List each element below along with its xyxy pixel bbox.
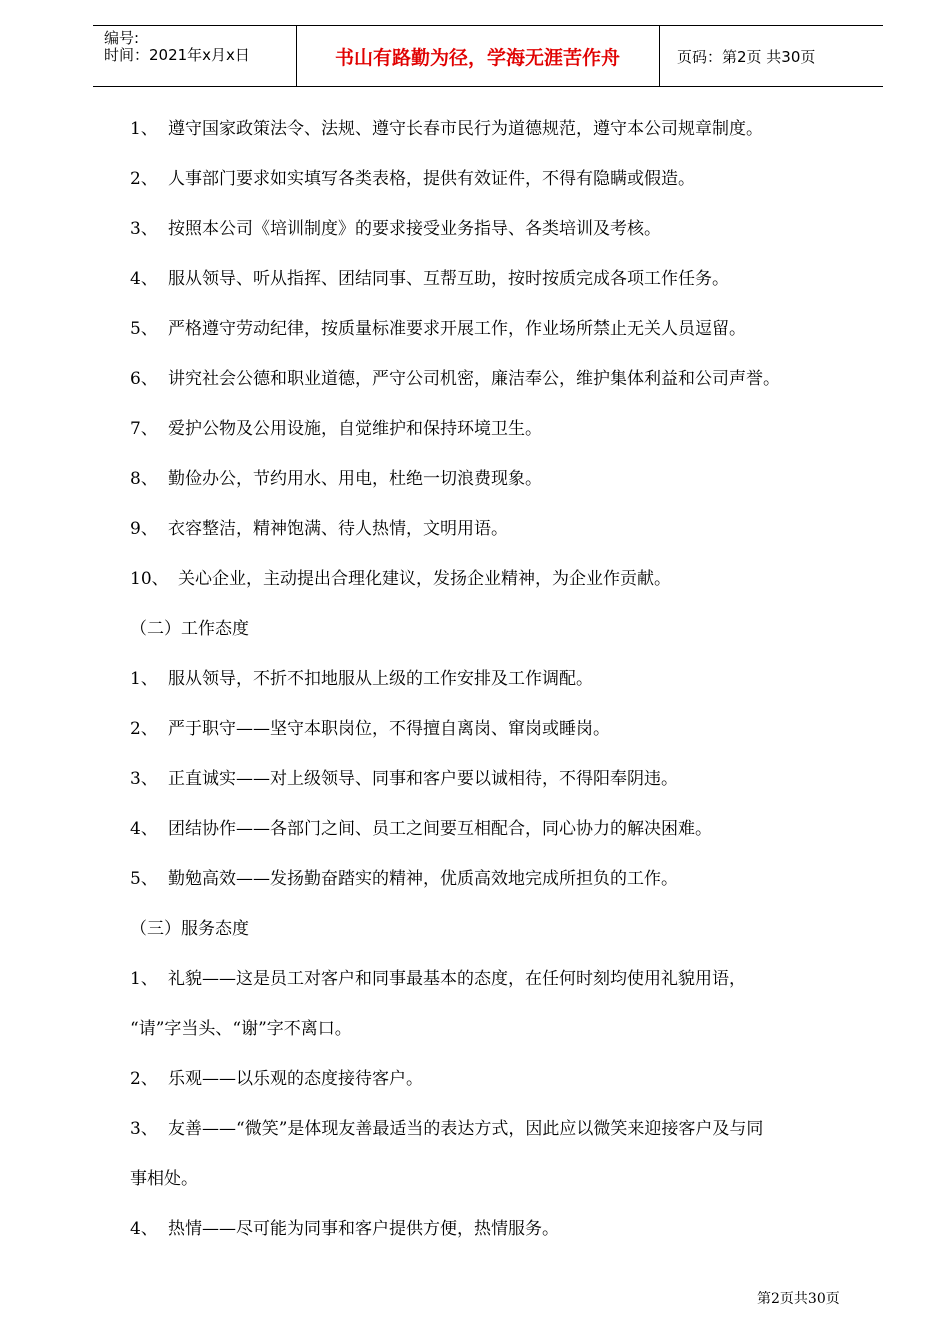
line-text: 礼貌——这是员工对客户和同事最基本的态度，在任何时刻均使用礼貌用语， [168,969,746,989]
item-number: 4、 [130,269,158,289]
item-number: 1、 [130,119,158,139]
paragraph-line [130,704,855,754]
paragraph-line [130,554,855,604]
paragraph-line [130,1054,855,1104]
item-number: 7、 [130,419,158,439]
line-text: 按照本公司《培训制度》的要求接受业务指导、各类培训及考核。 [168,219,661,239]
paragraph-line [130,304,855,354]
item-number: 2、 [130,719,158,739]
line-text: 正直诚实——对上级领导、同事和客户要以诚相待，不得阳奉阴违。 [168,769,678,789]
line-text: 衣容整洁，精神饱满、待人热情，文明用语。 [168,519,508,539]
line-text: 遵守国家政策法令、法规、遵守长春市民行为道德规范，遵守本公司规章制度。 [168,119,763,139]
item-number: 4、 [130,819,158,839]
item-number: 2、 [130,169,158,189]
item-number: 5、 [130,319,158,339]
paragraph-line [130,1154,855,1204]
item-number: 1、 [130,669,158,689]
header-number-label: 编号: [104,29,140,47]
header-time-label: 时间：2021年x月x日 [104,46,250,64]
line-text: 勤俭办公，节约用水、用电，杜绝一切浪费现象。 [168,469,542,489]
paragraph-line [130,204,855,254]
item-number: 3、 [130,1119,158,1139]
paragraph-line [130,404,855,454]
item-number: 1、 [130,969,158,989]
line-text: 关心企业，主动提出合理化建议，发扬企业精神，为企业作贡献。 [178,569,671,589]
line-text: 团结协作——各部门之间、员工之间要互相配合，同心协力的解决困难。 [168,819,712,839]
paragraph-line [130,154,855,204]
header-motto: 书山有路勤为径，学海无涯苦作舟 [334,46,620,69]
paragraph-line [130,604,855,654]
paragraph-line [130,654,855,704]
item-number: 2、 [130,1069,158,1089]
item-number: 3、 [130,769,158,789]
paragraph-line [130,804,855,854]
line-text: 乐观——以乐观的态度接待客户。 [168,1069,423,1089]
line-text: 严于职守——坚守本职岗位，不得擅自离岗、窜岗或睡岗。 [168,719,610,739]
paragraph-line [130,1104,855,1154]
item-number: 9、 [130,519,158,539]
paragraph-line [130,904,855,954]
paragraph-line [130,854,855,904]
item-number: 8、 [130,469,158,489]
paragraph-line [130,104,855,154]
paragraph-line [130,754,855,804]
item-number: 10、 [130,569,169,589]
line-text: 爱护公物及公用设施，自觉维护和保持环境卫生。 [168,419,542,439]
paragraph-line [130,504,855,554]
header-meta [104,26,294,86]
line-text: 友善——“微笑”是体现友善最适当的表达方式，因此应以微笑来迎接客户及与同 [168,1119,764,1139]
line-text: 讲究社会公德和职业道德，严守公司机密，廉洁奉公，维护集体利益和公司声誉。 [168,369,780,389]
document-body [130,104,855,1254]
item-number: 3、 [130,219,158,239]
line-text: 人事部门要求如实填写各类表格，提供有效证件，不得有隐瞒或假造。 [168,169,695,189]
item-number: 6、 [130,369,158,389]
line-text: “请”字当头、“谢”字不离口。 [130,1019,352,1039]
line-text: 服从领导、听从指挥、团结同事、互帮互助，按时按质完成各项工作任务。 [168,269,729,289]
line-text: 勤勉高效——发扬勤奋踏实的精神，优质高效地完成所担负的工作。 [168,869,678,889]
line-text: （二）工作态度 [130,619,249,639]
paragraph-line [130,254,855,304]
line-text: 事相处。 [130,1169,198,1189]
page-header [93,25,883,87]
item-number: 5、 [130,869,158,889]
line-text: 严格遵守劳动纪律，按质量标准要求开展工作，作业场所禁止无关人员逗留。 [168,319,746,339]
line-text: 热情——尽可能为同事和客户提供方便，热情服务。 [168,1219,559,1239]
header-page-label: 页码：第2页 共30页 [677,47,816,66]
paragraph-line [130,954,855,1004]
line-text: （三）服务态度 [130,919,249,939]
page-footer: 第2页共30页 [757,1291,840,1307]
paragraph-line [130,454,855,504]
paragraph-line [130,354,855,404]
item-number: 4、 [130,1219,158,1239]
paragraph-line [130,1004,855,1054]
line-text: 服从领导，不折不扣地服从上级的工作安排及工作调配。 [168,669,593,689]
paragraph-line [130,1204,855,1254]
header-divider [659,26,660,86]
